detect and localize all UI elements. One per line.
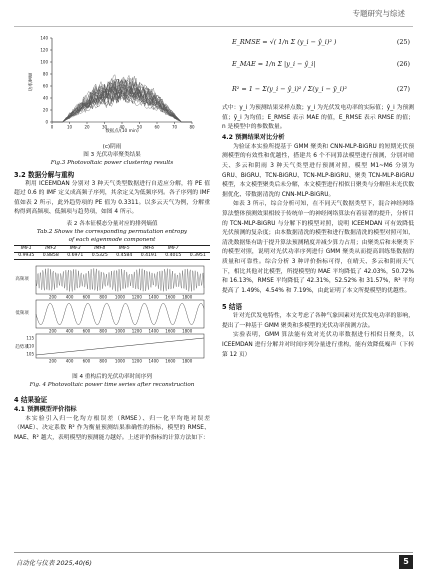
table-2-cell: 0.4584	[112, 252, 137, 259]
panel-x-tick: 1600	[165, 328, 176, 334]
table-2-cell: 0.8858	[39, 252, 64, 259]
trend-y-tick: 105	[26, 351, 34, 357]
y-tick-label: 0	[45, 119, 48, 125]
formula-note: 式中：y_i 为预测结果采样点数；y_i 为光伏发电功率的实际值；ŷ_i 为预测值；ȳ_i 为均值；E_RMSE 表示 MAE 的值，E_RMSE 表示 RMSE 的值；n 是模型中的参数数量。	[222, 105, 414, 131]
equation-25-body	[222, 38, 336, 48]
section-5-paragraph-2: 实验表明，GMM 算法能有效对光伏功率数据进行相似日聚类，以 ICEEMDAN 进行分解并对时间序列分量进行重构，能有效降低噪声（下转第 12 页）	[222, 332, 414, 358]
figure-4	[14, 262, 210, 389]
panel-x-tick: 1400	[148, 358, 159, 364]
figure-3-plot	[14, 30, 210, 138]
x-tick-label: 60	[154, 124, 160, 130]
x-tick-label: 80	[189, 124, 195, 130]
x-tick-label: 70	[171, 124, 178, 130]
panel-x-tick: 1600	[165, 294, 176, 300]
panel-x-tick: 1400	[148, 328, 159, 334]
header-rule	[14, 26, 413, 27]
left-column	[14, 30, 210, 443]
section-3-2-title: 3.2 数据分解与重构	[14, 170, 75, 179]
panel-x-tick: 1000	[114, 328, 126, 334]
equation-27-body	[222, 85, 347, 95]
table-2-cell: 0.4015	[161, 252, 186, 259]
equation-27-number: (27)	[396, 85, 410, 94]
table-2-cell: 0.9935	[14, 252, 39, 259]
panel-x-tick: 1200	[131, 328, 142, 334]
equation-26-lhs: E_MAE =	[232, 60, 264, 69]
table-2-header: IMF5	[112, 245, 137, 252]
x-tick-label: 20	[84, 124, 90, 130]
figure-3-sublabel: (c)阴雨	[102, 143, 122, 150]
panel-x-tick: 1800	[182, 358, 193, 364]
table-2-header: IMF3	[63, 245, 88, 252]
y-tick-label: 20	[42, 107, 48, 113]
footer-rule	[14, 552, 413, 553]
equation-25	[222, 32, 414, 54]
trend-y-tick: 110	[26, 343, 34, 349]
section-4-2-paragraph-1: 为验证本实验所提基于 GMM 聚类和 CNN-MLP-BiGRU 的短期光伏预测模型的有效性和优越性，搭建共 6 个不同算法模型进行预测，分别对晴天、多云和阴雨 3 种天气类型进行预测对照，模型 M1~M6 分别为 GRU、BiGRU、TCN-BiGRU、TCN-MLP-BiGRU、聚类 TCN-MLP-BiGRU 模型，本文模型聚类后未分解，本文模型进行相似日聚类与分解但未光伏数据优化、带数据清洗的 CNN-MLP-BiGRU。	[222, 143, 414, 198]
cluster-curve	[52, 95, 192, 122]
figure-3-caption-en: Fig.3 Photovoltaic power clustering results	[50, 159, 174, 166]
equation-25-number: (25)	[396, 38, 410, 47]
table-2-header: IMF6	[137, 245, 162, 252]
section-5-paragraph-1: 针对光伏发电特性，本文考虑了各种气象因素对光伏发电功率的影响，提出了一种基于 GMM 聚类和多模型的光伏功率预测方法。	[222, 313, 414, 329]
table-2-header: IMF7	[161, 245, 186, 252]
figure-3-xlabel: 数据点/(10 min)	[105, 129, 139, 134]
panel-x-tick: 1000	[114, 358, 126, 364]
figure-3-curves	[52, 75, 192, 122]
table-2-header: IMF4	[88, 245, 113, 252]
y-tick-label: 80	[42, 71, 48, 77]
panel-x-tick: 400	[65, 358, 74, 364]
table-2-header-blank	[186, 245, 211, 252]
section-4-1-title: 4.1 预测模型评价指标	[14, 405, 77, 413]
panel-x-tick: 600	[82, 328, 91, 334]
y-tick-label: 120	[40, 47, 48, 53]
x-tick-label: 50	[136, 124, 143, 130]
panel-x-tick: 800	[99, 328, 108, 334]
table-2-caption-en-2: of each eigenmode component	[68, 236, 156, 243]
panel-x-tick: 200	[48, 328, 57, 334]
table-2-cell: 0.6971	[63, 252, 88, 259]
right-column	[222, 30, 414, 360]
section-3-2-paragraph: 利用 ICEEMDAN 分别对 3 种天气类型数据进行自适应分解，将 PE 值超过 0.6 的 IMF 定义成高频子序列，其余定义为低频序列。各子序列的 IMF 值如表 2 所示，此外趋势项的 PE 值为 0.3311。以多云天气为例，分解重构得到高频项、低频项与趋势项，如图 4 所示。	[14, 180, 210, 216]
cluster-curve	[52, 93, 192, 122]
panel-x-tick: 600	[82, 358, 91, 364]
x-tick-label: 10	[66, 124, 73, 130]
panel-x-tick: 1400	[148, 294, 159, 300]
panel-frame	[36, 334, 204, 358]
section-5-title: 5 结语	[222, 303, 243, 312]
table-2-caption-en-1: Tab.2 Shows the corresponding permutation entropy	[36, 228, 188, 235]
table-2-header-row	[14, 245, 210, 252]
figure-3	[14, 30, 210, 167]
figure-4-caption-cn: 图 4 重构后的光伏功率时间序列	[72, 373, 152, 380]
equation-26-body	[222, 60, 315, 70]
trend-y-tick: 115	[26, 335, 34, 341]
table-2-cell: 0.3951	[186, 252, 211, 259]
equation-27-lhs: R² = 1 −	[232, 85, 261, 94]
y-tick-label: 40	[42, 95, 48, 101]
y-tick-label: 100	[40, 59, 48, 65]
figure-4-panels	[26, 266, 204, 364]
figure-3-ylabel: 功率/MW	[29, 72, 34, 92]
panel-frame	[36, 300, 204, 328]
figure-3-y-ticks	[40, 36, 52, 125]
panel-x-tick: 800	[99, 294, 108, 300]
equation-27	[222, 76, 414, 104]
table-2-cell: 0.5325	[88, 252, 113, 259]
panel-frame	[36, 266, 204, 294]
y-tick-label: 60	[42, 83, 48, 89]
figure-4-label-trend: 趋势项	[15, 344, 29, 350]
x-tick-label: 40	[119, 124, 125, 130]
high-frequency-line	[36, 268, 204, 291]
running-header: 专题研究与综述	[352, 9, 405, 18]
table-2-caption-cn: 表 2 各本征模态分量对应的排列熵值	[66, 220, 158, 227]
section-4-2-paragraph-2: 如表 3 所示，综合分析可知，在不同天气数据类型下，混合神经网络算法整体预测效果相较于传统单一的神经网络算法有着显著的提升，分析目的 TCN-MLP-BiGRU 与分解下的模型对照，说明 ICEEMDAN 可有效降低光伏预测的复杂度；由本数据清洗的模型和进行数据清洗的模型对照可知，清洗数据集有助于提升算法预测精度并减少算力占用；由聚类后和未聚类下的模型对照，说明对光伏功率序列进行 GMM 聚类从而提高训练集数据的质量和可靠性。综合分析 3 种评价指标可得，在晴天、多云和阴雨天气下，相比其他对比模型，所提模型的 MAE 平均降低了 42.03%，50.72% 和 16.13%，RMSE 平均降低了 42.31%，52.52% 和 31.57%，R² 平均提高了 1.49%，4.54% 和 7.19%，由此证明了本文所提模型的优越性。	[222, 201, 414, 294]
panel-x-tick: 600	[82, 294, 91, 300]
equation-25-rhs: √( 1/n Σ (y_i − ŷ_i)² )	[269, 38, 337, 47]
panel-x-tick: 1200	[131, 294, 142, 300]
table-2	[14, 245, 210, 260]
figure-4-plot	[14, 262, 210, 368]
panel-x-tick: 1600	[165, 358, 176, 364]
panel-x-tick: 200	[48, 358, 57, 364]
footer-journal: 自动化与仪表 2025,40(6)	[16, 559, 92, 567]
panel-x-tick: 200	[48, 294, 57, 300]
table-2-cell: 0.4191	[137, 252, 162, 259]
y-tick-label: 140	[40, 35, 48, 41]
equation-27-rhs: Σ(y_i − ŷ_i)² / Σ(y_i − ȳ_i)²	[262, 85, 347, 94]
table-2-header: IMF2	[39, 245, 64, 252]
panel-x-tick: 800	[99, 358, 108, 364]
equation-26-rhs: 1/n Σ |y_i − ŷ_i|	[265, 60, 316, 69]
low-frequency-line	[36, 303, 204, 325]
x-tick-label: 0	[50, 124, 54, 130]
equation-26	[222, 54, 414, 76]
section-4-title: 4 结果验证	[14, 395, 48, 404]
page-number: 5	[399, 555, 413, 569]
equation-25-lhs: E_RMSE =	[232, 38, 268, 47]
figure-4-caption-en: Fig. 4 Photovoltaic power time series after reconstruction	[29, 381, 195, 388]
figure-4-label-high: 高频项	[15, 276, 29, 282]
section-4-2-title: 4.2 预测结果对比分析	[222, 133, 285, 141]
panel-x-tick: 1200	[131, 358, 142, 364]
equation-26-number: (26)	[396, 60, 410, 69]
x-tick-label: 30	[101, 124, 108, 130]
table-2-header: IMF1	[14, 245, 39, 252]
section-4-1-paragraph: 本实验引入归一化均方根误差（RMSE）、归一化平均绝对误差（MAE）、决定系数 R² 作为衡量预测结果准确性的指标，模型的 RMSE、MAE、R² 越大，表明模型的预测能力越好。上述评价指标的计算方法如下：	[14, 415, 210, 441]
trend-line	[36, 338, 204, 355]
figure-3-caption-cn: 图 3 光伏功率聚类结果	[83, 151, 141, 158]
panel-x-tick: 1800	[182, 328, 193, 334]
panel-x-tick: 1000	[114, 294, 126, 300]
panel-x-tick: 400	[65, 328, 74, 334]
panel-x-tick: 1800	[182, 294, 193, 300]
table-2-value-row	[14, 252, 210, 259]
figure-4-label-low: 低频项	[15, 310, 29, 316]
panel-x-tick: 400	[65, 294, 74, 300]
